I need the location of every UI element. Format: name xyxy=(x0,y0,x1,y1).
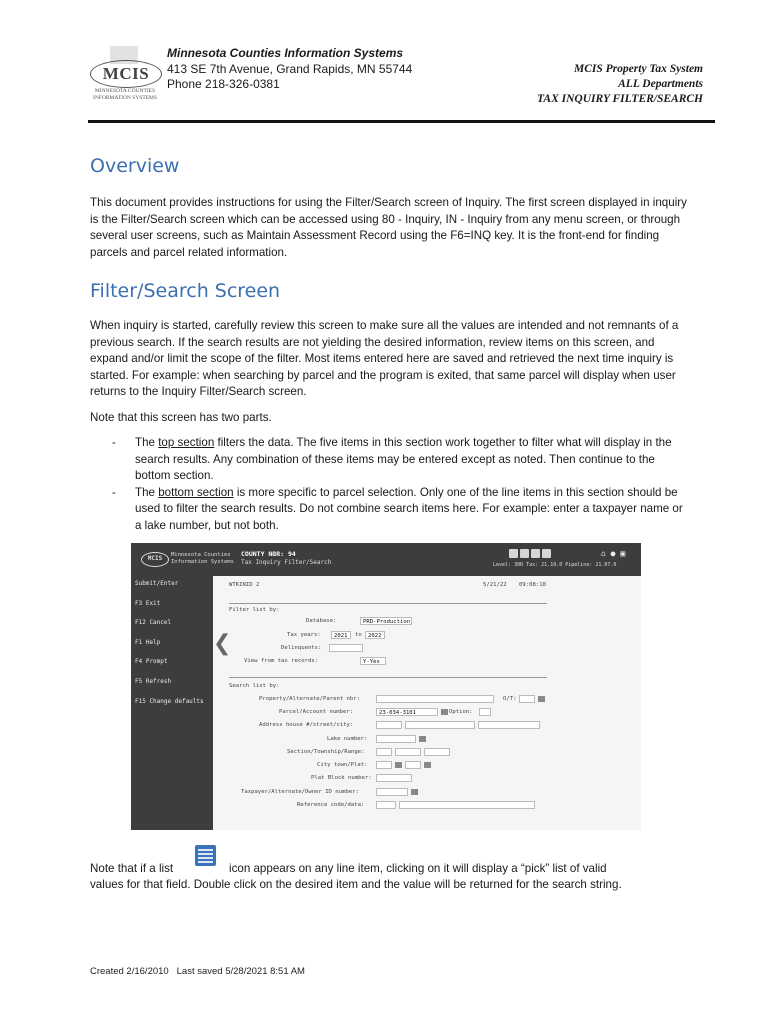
departments: ALL Departments xyxy=(618,78,703,90)
view-tax-records-label: View from tax records: xyxy=(244,658,319,664)
list-icon xyxy=(195,845,216,866)
taxpayer-field xyxy=(376,788,408,796)
city-town-field xyxy=(376,761,392,769)
list-icon xyxy=(395,762,402,768)
toolbar-icon xyxy=(542,549,551,558)
range-field xyxy=(424,748,450,756)
logo-word: MCIS xyxy=(90,60,162,88)
search-row-reference: Reference code/data: xyxy=(297,802,365,808)
organization-phone: Phone 218-326-0381 xyxy=(167,77,280,91)
township-field xyxy=(395,748,421,756)
created-date: Created 2/16/2010 xyxy=(90,966,169,977)
close-icon: ▣ xyxy=(620,549,626,558)
logo-subtitle: MINNESOTA COUNTIES INFORMATION SYSTEMS xyxy=(92,88,158,101)
fkey-exit: F3 Exit xyxy=(135,599,161,607)
screen-time: 09:08:18 xyxy=(519,582,546,588)
bullet-top-section xyxy=(90,435,690,485)
section-bullets xyxy=(90,435,690,534)
home-icon: ⌂ xyxy=(601,549,606,558)
parcel-field: 23-034-3101 xyxy=(376,708,438,716)
list-icon xyxy=(424,762,431,768)
note-after-icon: icon appears on any line item, clicking on it will display a “pick” list of valid xyxy=(229,862,607,875)
bullet-text-pre: The xyxy=(135,436,159,449)
document-footer xyxy=(90,966,305,977)
option-label: Option: xyxy=(449,709,473,715)
delinquents-label: Delinquents: xyxy=(281,645,322,651)
list-icon xyxy=(441,709,448,715)
screen-logo-org: Minnesota Counties Information Systems xyxy=(171,552,234,565)
search-by-label: Search list by: xyxy=(229,683,280,689)
county-number: COUNTY NBR: 94 xyxy=(241,550,296,558)
last-saved: Last saved 5/28/2021 8:51 AM xyxy=(176,966,305,977)
search-row-lake: Lake number: xyxy=(327,736,368,742)
section-field xyxy=(376,748,392,756)
top-section-term: top section xyxy=(158,436,215,449)
version-meta: Level: 30R Tax: 21.10.0 Pipeline: 21.07.0 xyxy=(493,562,617,568)
fkey-refresh: F5 Refresh xyxy=(135,677,172,685)
collapse-chevron-icon: ❮ xyxy=(213,631,232,656)
filter-search-heading: Filter/Search Screen xyxy=(90,280,281,302)
organization-name: Minnesota Counties Information Systems xyxy=(167,46,404,60)
document-title: TAX INQUIRY FILTER/SEARCH xyxy=(537,93,703,105)
filter-search-screenshot xyxy=(131,543,641,830)
property-field xyxy=(376,695,494,703)
toolbar-icon xyxy=(509,549,518,558)
toolbar-icon xyxy=(531,549,540,558)
ot-label: O/T: xyxy=(503,696,517,702)
overview-text: This document provides instructions for using the Filter/Search screen of Inquiry. The first screen displayed in inquiry is the Filter/Search screen which can be accessed using 80 - Inquiry, IN - Inquiry from any menu screen, or through several user screens, such as Maintain Assessment Record using the F6=INQ key. It is the front-end for finding parcels and parcel related information. xyxy=(90,196,687,259)
bullet-dash: - xyxy=(112,485,116,499)
database-label: Database: xyxy=(306,618,337,624)
bottom-section-term: bottom section xyxy=(158,485,234,499)
lake-field xyxy=(376,735,416,743)
bullet-bottom-section xyxy=(90,485,690,535)
house-field xyxy=(376,721,402,729)
bullet-text-post: is more specific to parcel selection. Only one of the line items in this section should be used to filter the search results. Do not combine search items here. For example: enter a taxpayer name or a lake number, but not both. xyxy=(135,485,683,532)
overview-heading: Overview xyxy=(90,155,180,177)
delinquents-select xyxy=(329,644,363,652)
street-field xyxy=(405,721,475,729)
fkey-submit: Submit/Enter xyxy=(135,580,179,587)
note-line-2: values for that field. Double click on the desired item and the value will be returned for the search string. xyxy=(90,878,622,891)
search-row-city-plat: City town/Plat: xyxy=(317,762,368,768)
fkey-prompt: F4 Prompt xyxy=(135,658,168,666)
fkey-change-defaults: F15 Change defaults xyxy=(135,697,204,705)
screen-logo: MCIS xyxy=(141,552,169,567)
screen-function-keys xyxy=(131,576,213,830)
tax-years-label: Tax years: xyxy=(287,632,321,638)
tax-year-from: 2021 xyxy=(331,631,351,639)
search-row-parcel: Parcel/Account number: xyxy=(279,709,354,715)
search-row-address: Address house #/street/city: xyxy=(259,722,354,728)
toolbar-icons xyxy=(509,549,553,560)
workid: WTKINID 2 xyxy=(229,582,260,588)
search-row-taxpayer: Taxpayer/Alternate/Owner ID number: xyxy=(241,789,359,795)
search-row-property: Property/Alternate/Parent nbr: xyxy=(259,696,361,702)
plat-block-field xyxy=(376,774,412,782)
screen-date: 5/21/22 xyxy=(483,582,507,588)
search-row-section: Section/Township/Range: xyxy=(287,749,365,755)
city-field xyxy=(478,721,540,729)
bullet-dash: - xyxy=(112,436,116,449)
search-row-plat-block: Plat Block number: xyxy=(311,775,372,781)
two-parts-note: Note that this screen has two parts. xyxy=(90,411,272,424)
system-block xyxy=(537,62,703,107)
screen-title: Tax Inquiry Filter/Search xyxy=(241,559,332,566)
ot-field xyxy=(519,695,535,703)
reference-code-field xyxy=(376,801,396,809)
system-title: MCIS Property Tax System xyxy=(574,63,703,75)
option-field xyxy=(479,708,491,716)
list-icon xyxy=(411,789,418,795)
database-select: PRD-Production xyxy=(360,617,412,625)
tax-year-to-label: to xyxy=(355,632,362,638)
toolbar-icon xyxy=(520,549,529,558)
reference-data-field xyxy=(399,801,535,809)
note-before-icon: Note that if a list xyxy=(90,862,174,875)
bullet-text-post: filters the data. The five items in this section work together to filter what will display in the search results. Any combination of these items may be entered except as noted. Then continue to the bottom section. xyxy=(135,436,672,482)
mcis-logo xyxy=(88,44,162,106)
info-icon: ● xyxy=(610,549,616,558)
filter-by-label: Filter list by: xyxy=(229,607,280,613)
view-tax-records-select: Y-Yes xyxy=(360,657,386,665)
filter-search-text: When inquiry is started, carefully review this screen to make sure all the values are intended and not remnants of a previous search. If the search results are not yielding the desired information, review items on this screen, and expand and/or limit the scope of the filter. Most items entered here are saved and retrieved the next time inquiry is started. For example: when searching by parcel and the program is exited, that same parcel will display when user returns to the Inquiry Filter/Search screen. xyxy=(90,319,679,398)
fkey-help: F1 Help xyxy=(135,638,161,646)
organization-address: 413 SE 7th Avenue, Grand Rapids, MN 55744 xyxy=(167,61,413,76)
fkey-cancel: F12 Cancel xyxy=(135,619,172,627)
header-right-icons xyxy=(601,549,625,558)
divider xyxy=(229,677,547,678)
tax-year-to: 2022 xyxy=(365,631,385,639)
list-icon xyxy=(538,696,545,702)
list-icon xyxy=(419,736,426,742)
plat-field xyxy=(405,761,421,769)
divider xyxy=(229,603,547,604)
bullet-text-pre: The xyxy=(135,485,159,499)
screen-header-bar xyxy=(131,543,641,576)
header-rule xyxy=(88,120,715,123)
organization-block xyxy=(167,46,412,93)
